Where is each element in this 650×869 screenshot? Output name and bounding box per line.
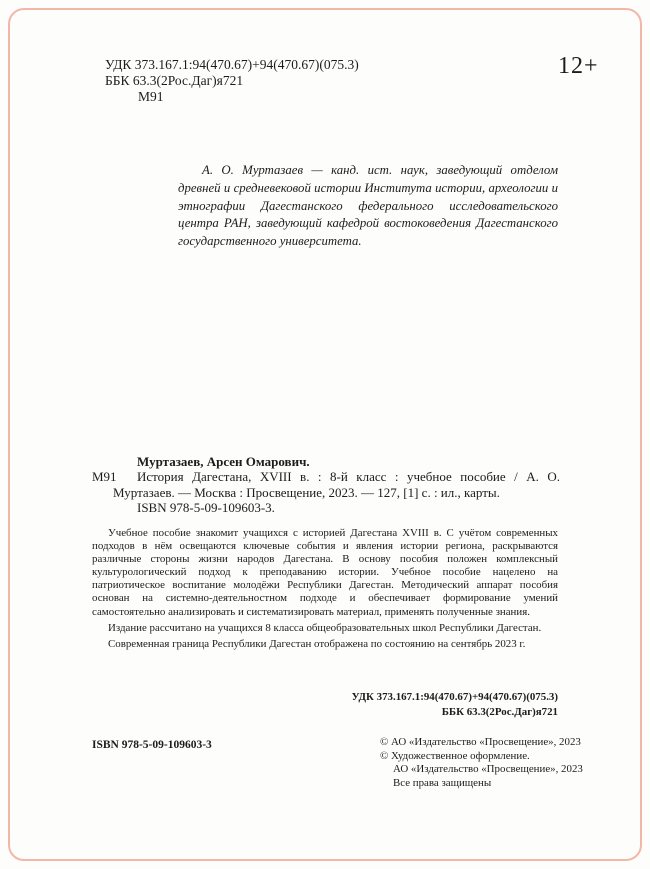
author-credit-name: А. О. Муртазаев: [202, 163, 304, 177]
bib-entry: История Дагестана, XVIII в. : 8-й класс : учебное пособие / А. О. Муртазаев. — Москва : Просвещение, 2023. — 127, [1] с. : ил., карты.: [113, 469, 560, 500]
copyright-line-publisher: © АО «Издательство «Просвещение», 2023: [380, 736, 581, 748]
copyright-line-design: © Художественное оформление.: [380, 749, 530, 762]
author-sign-top: М91: [138, 89, 164, 104]
author-credit-text: — канд. ист. наук, заведующий отделом древней и средневековой истории Института истории, археологии и этнографии Дагестанского федерального исследовательского центра РАН, заведующий кафедрой востоковедения Дагестанского государственного университета.: [178, 163, 558, 249]
age-rating-badge: 12+: [558, 53, 599, 79]
bbk-top: ББК 63.3(2Рос.Даг)я721: [105, 73, 244, 88]
bbk-bottom-line: ББК 63.3(2Рос.Даг)я721: [441, 705, 558, 718]
bibliographic-record: [92, 454, 560, 516]
isbn-bottom: ISBN 978-5-09-109603-3: [92, 739, 212, 751]
annotation-summary: Учебное пособие знакомит учащихся с историей Дагестана XVIII в. С учётом современных подходов в нём освещаются ключевые события и явления истории региона, раскрываются различные стороны жизни народов Дагестана. В основу пособия положен комплексный культурологический подход к преподаванию истории. Учебное пособие нацелено на патриотическое воспитание молодёжи Республики Дагестан. Методический аппарат пособия основан на системно-деятельностном подходе и обеспечивает формирование умений самостоятельно анализировать и систематизировать материал, применять полученные знания.: [92, 527, 558, 618]
page-border: [8, 8, 642, 861]
udk-top: УДК 373.167.1:94(470.67)+94(470.67)(075.3): [105, 57, 359, 72]
bib-entry-row: [92, 469, 560, 500]
audience-note: Издание рассчитано на учащихся 8 класса общеобразовательных школ Республики Дагестан.: [108, 621, 542, 634]
copyright-line-publisher-2: АО «Издательство «Просвещение», 2023: [393, 763, 583, 776]
classification-block-top: [105, 57, 359, 105]
author-sign: М91: [92, 469, 117, 485]
author-credit: [178, 162, 558, 251]
udk-bottom-line: УДК 373.167.1:94(470.67)+94(470.67)(075.3): [351, 691, 558, 703]
copyright-block: [380, 736, 583, 790]
bib-author-heading: Муртазаев, Арсен Омарович.: [137, 454, 310, 469]
annotation-block: [92, 527, 558, 654]
bib-isbn: ISBN 978-5-09-109603-3.: [137, 500, 275, 516]
copyright-line-rights: Все права защищены: [393, 776, 492, 789]
classification-block-bottom: [92, 690, 558, 719]
map-border-note: Современная граница Республики Дагестан отображена по состоянию на сентябрь 2023 г.: [108, 637, 526, 650]
